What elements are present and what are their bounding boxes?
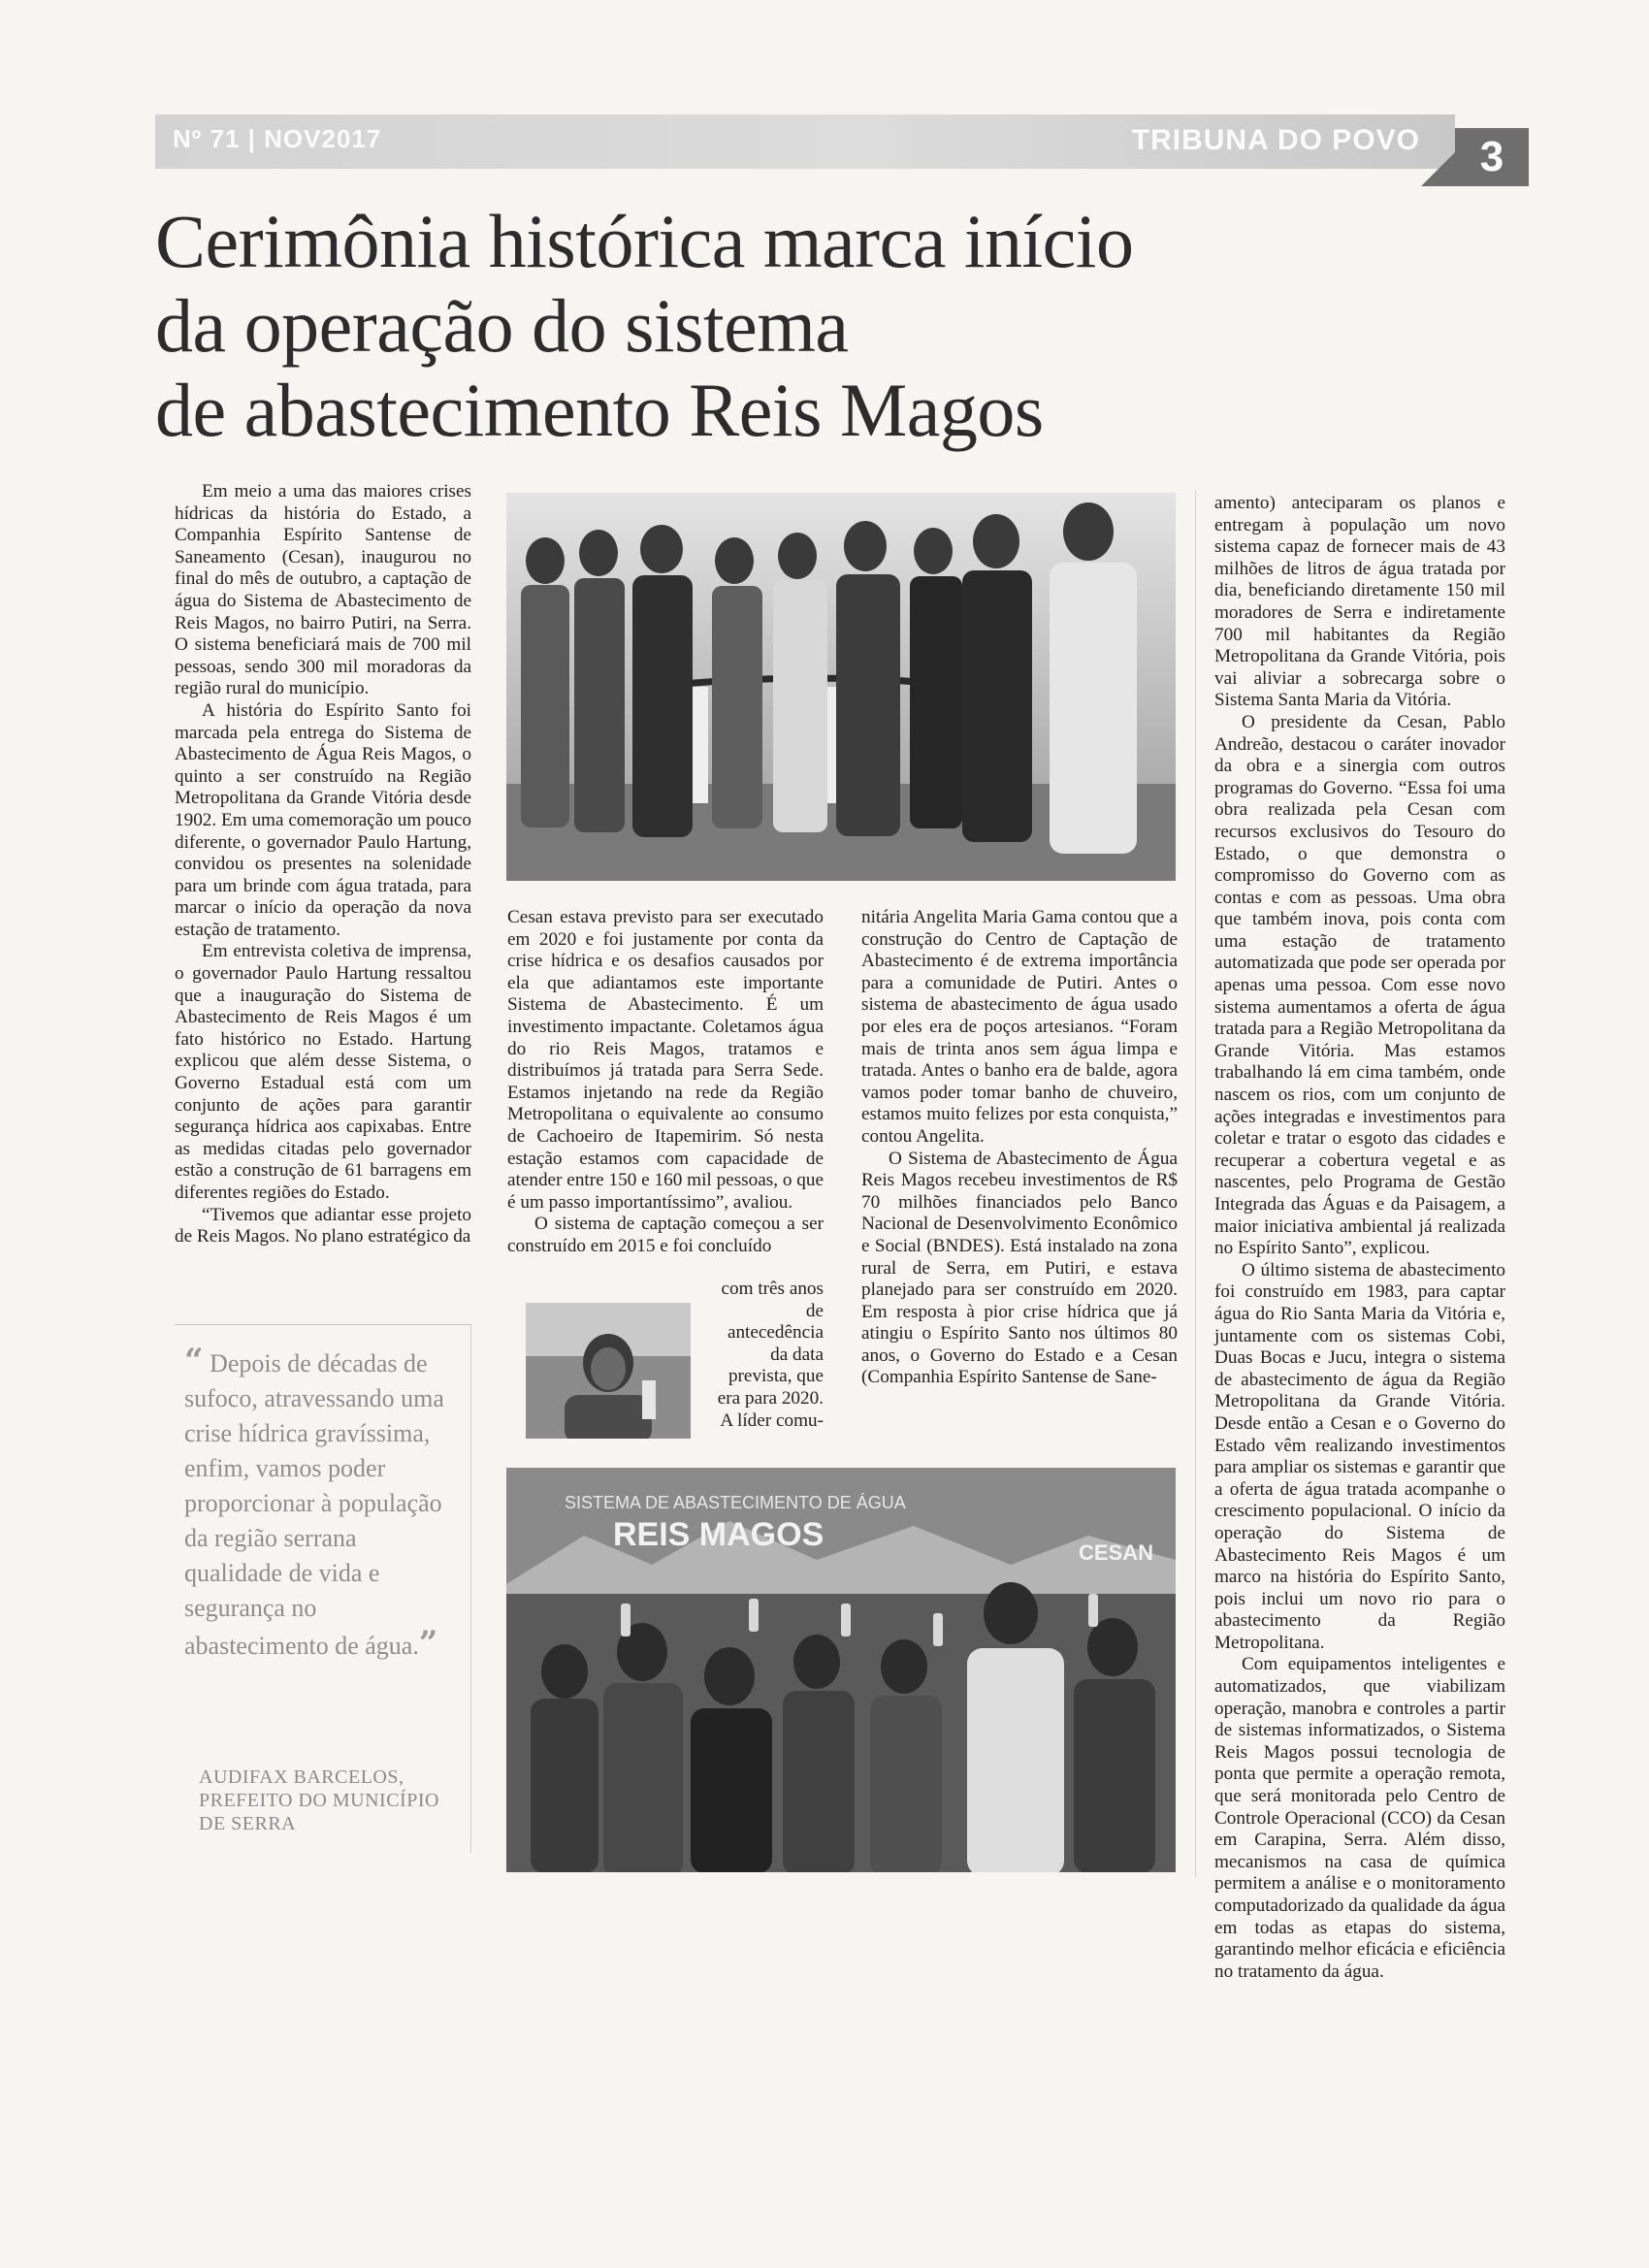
toast-celebration-photo-art xyxy=(506,1468,1176,1872)
article-column-2-wrap xyxy=(706,1279,824,1432)
article-column-2 xyxy=(507,907,824,1258)
attribution-line: DE SERRA xyxy=(199,1813,297,1834)
banner-line-1: SISTEMA DE ABASTECIMENTO DE ÁGUA xyxy=(565,1493,906,1512)
paragraph: Em entrevista coletiva de imprensa, o governador Paulo Hartung ressaltou que a inauguração do Sistema de Abastecimento de Reis Magos é um fato histórico no Estado. Hartung explicou que além desse Sistema, o Governo Estadual está com um conjunto de ações para garantir segurança hídrica aos capixabas. Entre as medidas citadas pelo governador estão a construção de 61 barragens em diferentes regiões do Estado. xyxy=(175,941,471,1203)
paragraph: com três anos de antecedência da data prevista, que era para 2020. A líder comu- xyxy=(717,1279,824,1431)
community-leader-photo xyxy=(526,1303,691,1439)
paragraph: O presidente da Cesan, Pablo Andreão, destacou o caráter inovador da obra e a sinergia com outros programas do Governo. “Essa foi uma obra realizada pela Cesan com recursos exclusivos do Tesouro do Estado, o que demonstra o compromisso do Governo com as contas e com as pessoas. Uma obra que também inova, pois conta com uma estação de tratamento automatizada que pode ser operada por apenas uma pessoa. Com esse novo sistema aumentamos a oferta de água tratada para a Região Metropolitana da Grande Vitória. Mas estamos trabalhando lá em cima também, onde nascem os rios, com um conjunto de ações integradas e investimentos para coletar e tratar o esgoto das cidades e recuperar a cobertura vegetal e as nascentes, pelo Programa de Gestão Integrada das Águas e da Paisagem, a maior iniciativa ambiental já realizada no Espírito Santo”, explicou. xyxy=(1214,711,1505,1259)
pullquote-side-rule xyxy=(470,1324,471,1853)
banner-line-2: REIS MAGOS xyxy=(613,1516,824,1553)
issue-label: Nº 71 | NOV2017 xyxy=(173,124,382,153)
paragraph: amento) anteciparam os planos e entregam à população um novo sistema capaz de fornecer mais de 43 milhões de litros de água tratada por dia, beneficiando diretamente 150 mil moradores de Serra e indiretamente 700 mil habitantes da Região Metropolitana da Grande Vitória, pois vai aliviar a sobrecarga sobre o Sistema Santa Maria da Vitória. xyxy=(1214,493,1505,711)
open-quote-mark: “ xyxy=(184,1342,204,1380)
article-column-4 xyxy=(1214,493,1505,1983)
headline-line: da operação do sistema xyxy=(155,283,849,368)
article-column-1 xyxy=(175,481,471,1248)
paragraph: Cesan estava previsto para ser executado em 2020 e foi justamente por conta da crise hídrica e os desafios causados por ela que adiantamos este importante Sistema de Abastecimento. É um investimento impactante. Coletamos água do rio Reis Magos, tratamos e distribuímos já tratada para Serra Sede. Estamos injetando na rede da Região Metropolitana o equivalente ao consumo de Cachoeiro de Itapemirim. Só nesta estação estamos com capacidade de atender entre 150 e 160 mil pessoas, o que é um passo importantíssimo”, avaliou. xyxy=(507,907,824,1213)
pullquote-attribution xyxy=(199,1766,461,1835)
paragraph: O sistema de captação começou a ser construído em 2015 e foi concluído xyxy=(507,1214,824,1256)
attribution-line: AUDIFAX BARCELOS, xyxy=(199,1766,404,1788)
paragraph: nitária Angelita Maria Gama contou que a construção do Centro de Captação de Abastecimento é de extrema importância para a comunidade de Putiri. Antes o sistema de abastecimento de água usado por eles era de poços artesianos. “Foram mais de trinta anos sem água limpa e tratada. Antes o banho era de balde, agora vamos poder tomar banho de chuveiro, estamos muito felizes por esta conquista,” contou Angelita. xyxy=(861,907,1178,1147)
pullquote-rule xyxy=(175,1324,470,1325)
headline xyxy=(155,199,1348,452)
paragraph: O último sistema de abastecimento foi construído em 1983, para captar água do Rio Santa Maria da Vitória e, juntamente com os sistemas Cobi, Duas Bocas e Jucu, integra o sistema de abastecimento de água da Região Metropolitana da Grande Vitória. Desde então a Cesan e o Governo do Estado vêm realizando investimentos para ampliar os sistemas e garantir que a oferta de água tratada acompanhe o crescimento populacional. O início da operação do Sistema de Abastecimento Reis Magos é um marco na história do Espírito Santo, pois inclui um novo rio para o abastecimento da Região Metropolitana. xyxy=(1214,1259,1505,1653)
ribbon-cutting-photo-art xyxy=(506,493,1176,881)
community-leader-photo-art xyxy=(526,1303,691,1439)
close-quote-mark: ” xyxy=(418,1624,438,1663)
page-number: 3 xyxy=(1455,128,1529,186)
paragraph: O Sistema de Abastecimento de Água Reis Magos recebeu investimentos de R$ 70 milhões financiados pelo Banco Nacional de Desenvolvimento Econômico e Social (BNDES). Está instalado na zona rural de Serra, em Putiri, e estava planejado para ser construído em 2020. Em resposta à pior crise hídrica que já atingiu o Espírito Santo nos últimos 80 anos, o Governo do Estado e a Cesan (Companhia Espírito Santense de Sane- xyxy=(861,1148,1178,1388)
headline-line: de abastecimento Reis Magos xyxy=(155,368,1044,452)
headline-line: Cerimônia histórica marca início xyxy=(155,199,1134,283)
banner-logo: CESAN xyxy=(1079,1540,1154,1565)
paper-name: TRIBUNA DO POVO xyxy=(1131,124,1420,156)
paragraph: Em meio a uma das maiores crises hídricas da história do Estado, a Companhia Espírito Santense de Saneamento (Cesan), inaugurou no final do mês de outubro, a captação de água do Sistema de Abastecimento de Reis Magos, no bairro Putiri, na Serra. O sistema beneficiará mais de 700 mil pessoas, sendo 300 mil moradoras da região rural do município. xyxy=(175,481,471,699)
column-rule xyxy=(1195,490,1196,1877)
pullquote-text: Depois de décadas de sufoco, atravessando uma crise hídrica gravíssima, enfim, vamos poder proporcionar à população da região serrana qualidade de vida e segurança no abastecimento de água. xyxy=(184,1349,444,1660)
paragraph: Com equipamentos inteligentes e automatizados, que viabilizam operação, manobra e controles a partir de sistemas informatizados, o Sistema Reis Magos possui tecnologia de ponta que permite a operação remota, que será monitorada pelo Centro de Controle Operacional (CCO) da Cesan em Carapina, Serra. Além disso, mecanismos na casa de química permitem a análise e o monitoramento computadorizado da qualidade da água em todas as etapas do sistema, garantindo melhor eficácia e eficiência no tratamento da água. xyxy=(1214,1654,1505,1982)
paragraph: A história do Espírito Santo foi marcada pela entrega do Sistema de Abastecimento de Água Reis Magos, o quinto a ser construído na Região Metropolitana da Grande Vitória desde 1902. Em uma comemoração um pouco diferente, o governador Paulo Hartung, convidou os presentes na solenidade para um brinde com água tratada, para marcar o início da operação da nova estação de tratamento. xyxy=(175,699,471,940)
pullquote xyxy=(184,1344,461,1664)
toast-celebration-photo xyxy=(506,1468,1176,1872)
attribution-line: PREFEITO DO MUNICÍPIO xyxy=(199,1790,439,1811)
ribbon-cutting-photo xyxy=(506,493,1176,881)
paragraph: “Tivemos que adiantar esse projeto de Reis Magos. No plano estratégico da xyxy=(175,1204,471,1247)
article-column-3 xyxy=(861,907,1178,1389)
